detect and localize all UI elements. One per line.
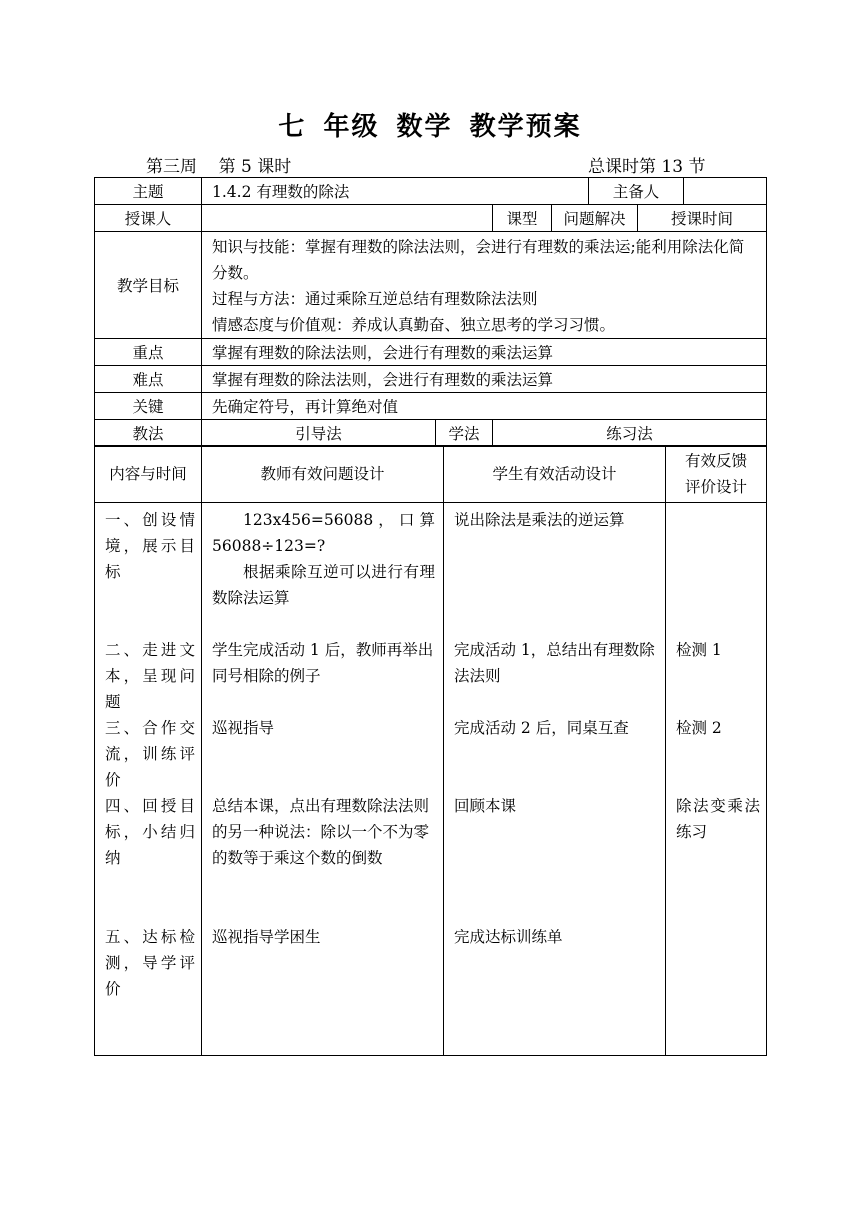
- objective-knowledge: 知识与技能：掌握有理数的除法法则，会进行有理数的乘法运;能利用除法化简分数。: [212, 238, 745, 282]
- difficulty-value: 掌握有理数的除法法则，会进行有理数的乘法运算: [202, 366, 767, 393]
- learning-method-value: 练习法: [493, 420, 767, 447]
- stage-1-student: 说出除法是乘法的逆运算: [454, 511, 625, 529]
- stage-1-feedback: [676, 507, 760, 637]
- lesson-info-table: [94, 177, 767, 447]
- stage-3-student: 完成活动 2 后，同桌互查: [454, 719, 629, 737]
- week-lesson-info: 第三周 第 5 课时: [146, 157, 292, 177]
- difficulty-label: 难点: [95, 366, 202, 393]
- key-point-label: 重点: [95, 339, 202, 366]
- crux-label: 关键: [95, 393, 202, 420]
- stage-4-content: 四、回授目标，小结归纳: [105, 797, 195, 867]
- learning-method-label: 学法: [436, 420, 493, 447]
- stage-2-feedback: 检测 1: [676, 641, 722, 659]
- stage-1-teacher-line2: 根据乘除互逆可以进行有理数除法运算: [212, 563, 435, 607]
- stage-3-teacher: 巡视指导: [212, 719, 275, 737]
- stage-4-feedback: 除法变乘法练习: [676, 797, 760, 841]
- total-lesson-count: 总课时第 13 节: [588, 157, 706, 177]
- student-activity-header: 学生有效活动设计: [444, 446, 666, 503]
- topic-value: 1.4.2 有理数的除法: [202, 178, 589, 205]
- topic-label: 主题: [95, 178, 202, 205]
- page-title: 七 年级 数学 教学预案: [278, 112, 582, 142]
- objective-attitude: 情感态度与价值观：养成认真勤奋、独立思考的学习习惯。: [212, 316, 616, 334]
- stage-5-student: 完成达标训练单: [454, 928, 563, 946]
- content-time-header: 内容与时间: [95, 446, 202, 503]
- stage-4-teacher: 总结本课，点出有理数除法法则的另一种说法：除以一个不为零的数等于乘这个数的倒数: [212, 797, 430, 867]
- teaching-time-label: 授课时间: [638, 205, 767, 232]
- key-point-value: 掌握有理数的除法法则，会进行有理数的乘法运算: [202, 339, 767, 366]
- stage-3-content: 三、合作交流，训练评价: [105, 719, 195, 789]
- feedback-header: 有效反馈 评价设计: [666, 446, 767, 503]
- teacher-label: 授课人: [95, 205, 202, 232]
- stage-5-content: 五、达标检测，导学评价: [105, 928, 195, 998]
- teaching-method-value: 引导法: [202, 420, 436, 447]
- teacher-value: [202, 205, 493, 232]
- stage-1-content: 一、创设情境，展示目标: [105, 511, 195, 581]
- teaching-method-label: 教法: [95, 420, 202, 447]
- objectives-label: 教学目标: [95, 232, 202, 339]
- objectives-cell: [202, 232, 767, 339]
- lesson-type-label: 课型: [493, 205, 552, 232]
- stage-1-teacher-line1: 123x456=56088 ， 口 算 56088÷123=?: [212, 511, 435, 555]
- crux-value: 先确定符号，再计算绝对值: [202, 393, 767, 420]
- content-column: [95, 503, 202, 1056]
- teaching-process-table: [94, 445, 767, 1056]
- stage-2-student: 完成活动 1，总结出有理数除法法则: [454, 641, 655, 685]
- stage-3-feedback: 检测 2: [676, 719, 722, 737]
- student-activity-column: [444, 503, 666, 1056]
- feedback-column: [666, 503, 767, 1056]
- preparer-label: 主备人: [589, 178, 684, 205]
- preparer-value: [684, 178, 767, 205]
- stage-2-teacher: 学生完成活动 1 后，教师再举出同号相除的例子: [212, 641, 434, 685]
- stage-4-student: 回顾本课: [454, 797, 517, 815]
- teacher-design-header: 教师有效问题设计: [202, 446, 444, 503]
- stage-1-teacher: [212, 507, 435, 637]
- lesson-type-value: 问题解决: [552, 205, 638, 232]
- teacher-design-column: [202, 503, 444, 1056]
- stage-2-content: 二、走进文本，呈现问题: [105, 641, 195, 711]
- stage-5-teacher: 巡视指导学困生: [212, 928, 321, 946]
- objective-process: 过程与方法：通过乘除互逆总结有理数除法法则: [212, 290, 538, 308]
